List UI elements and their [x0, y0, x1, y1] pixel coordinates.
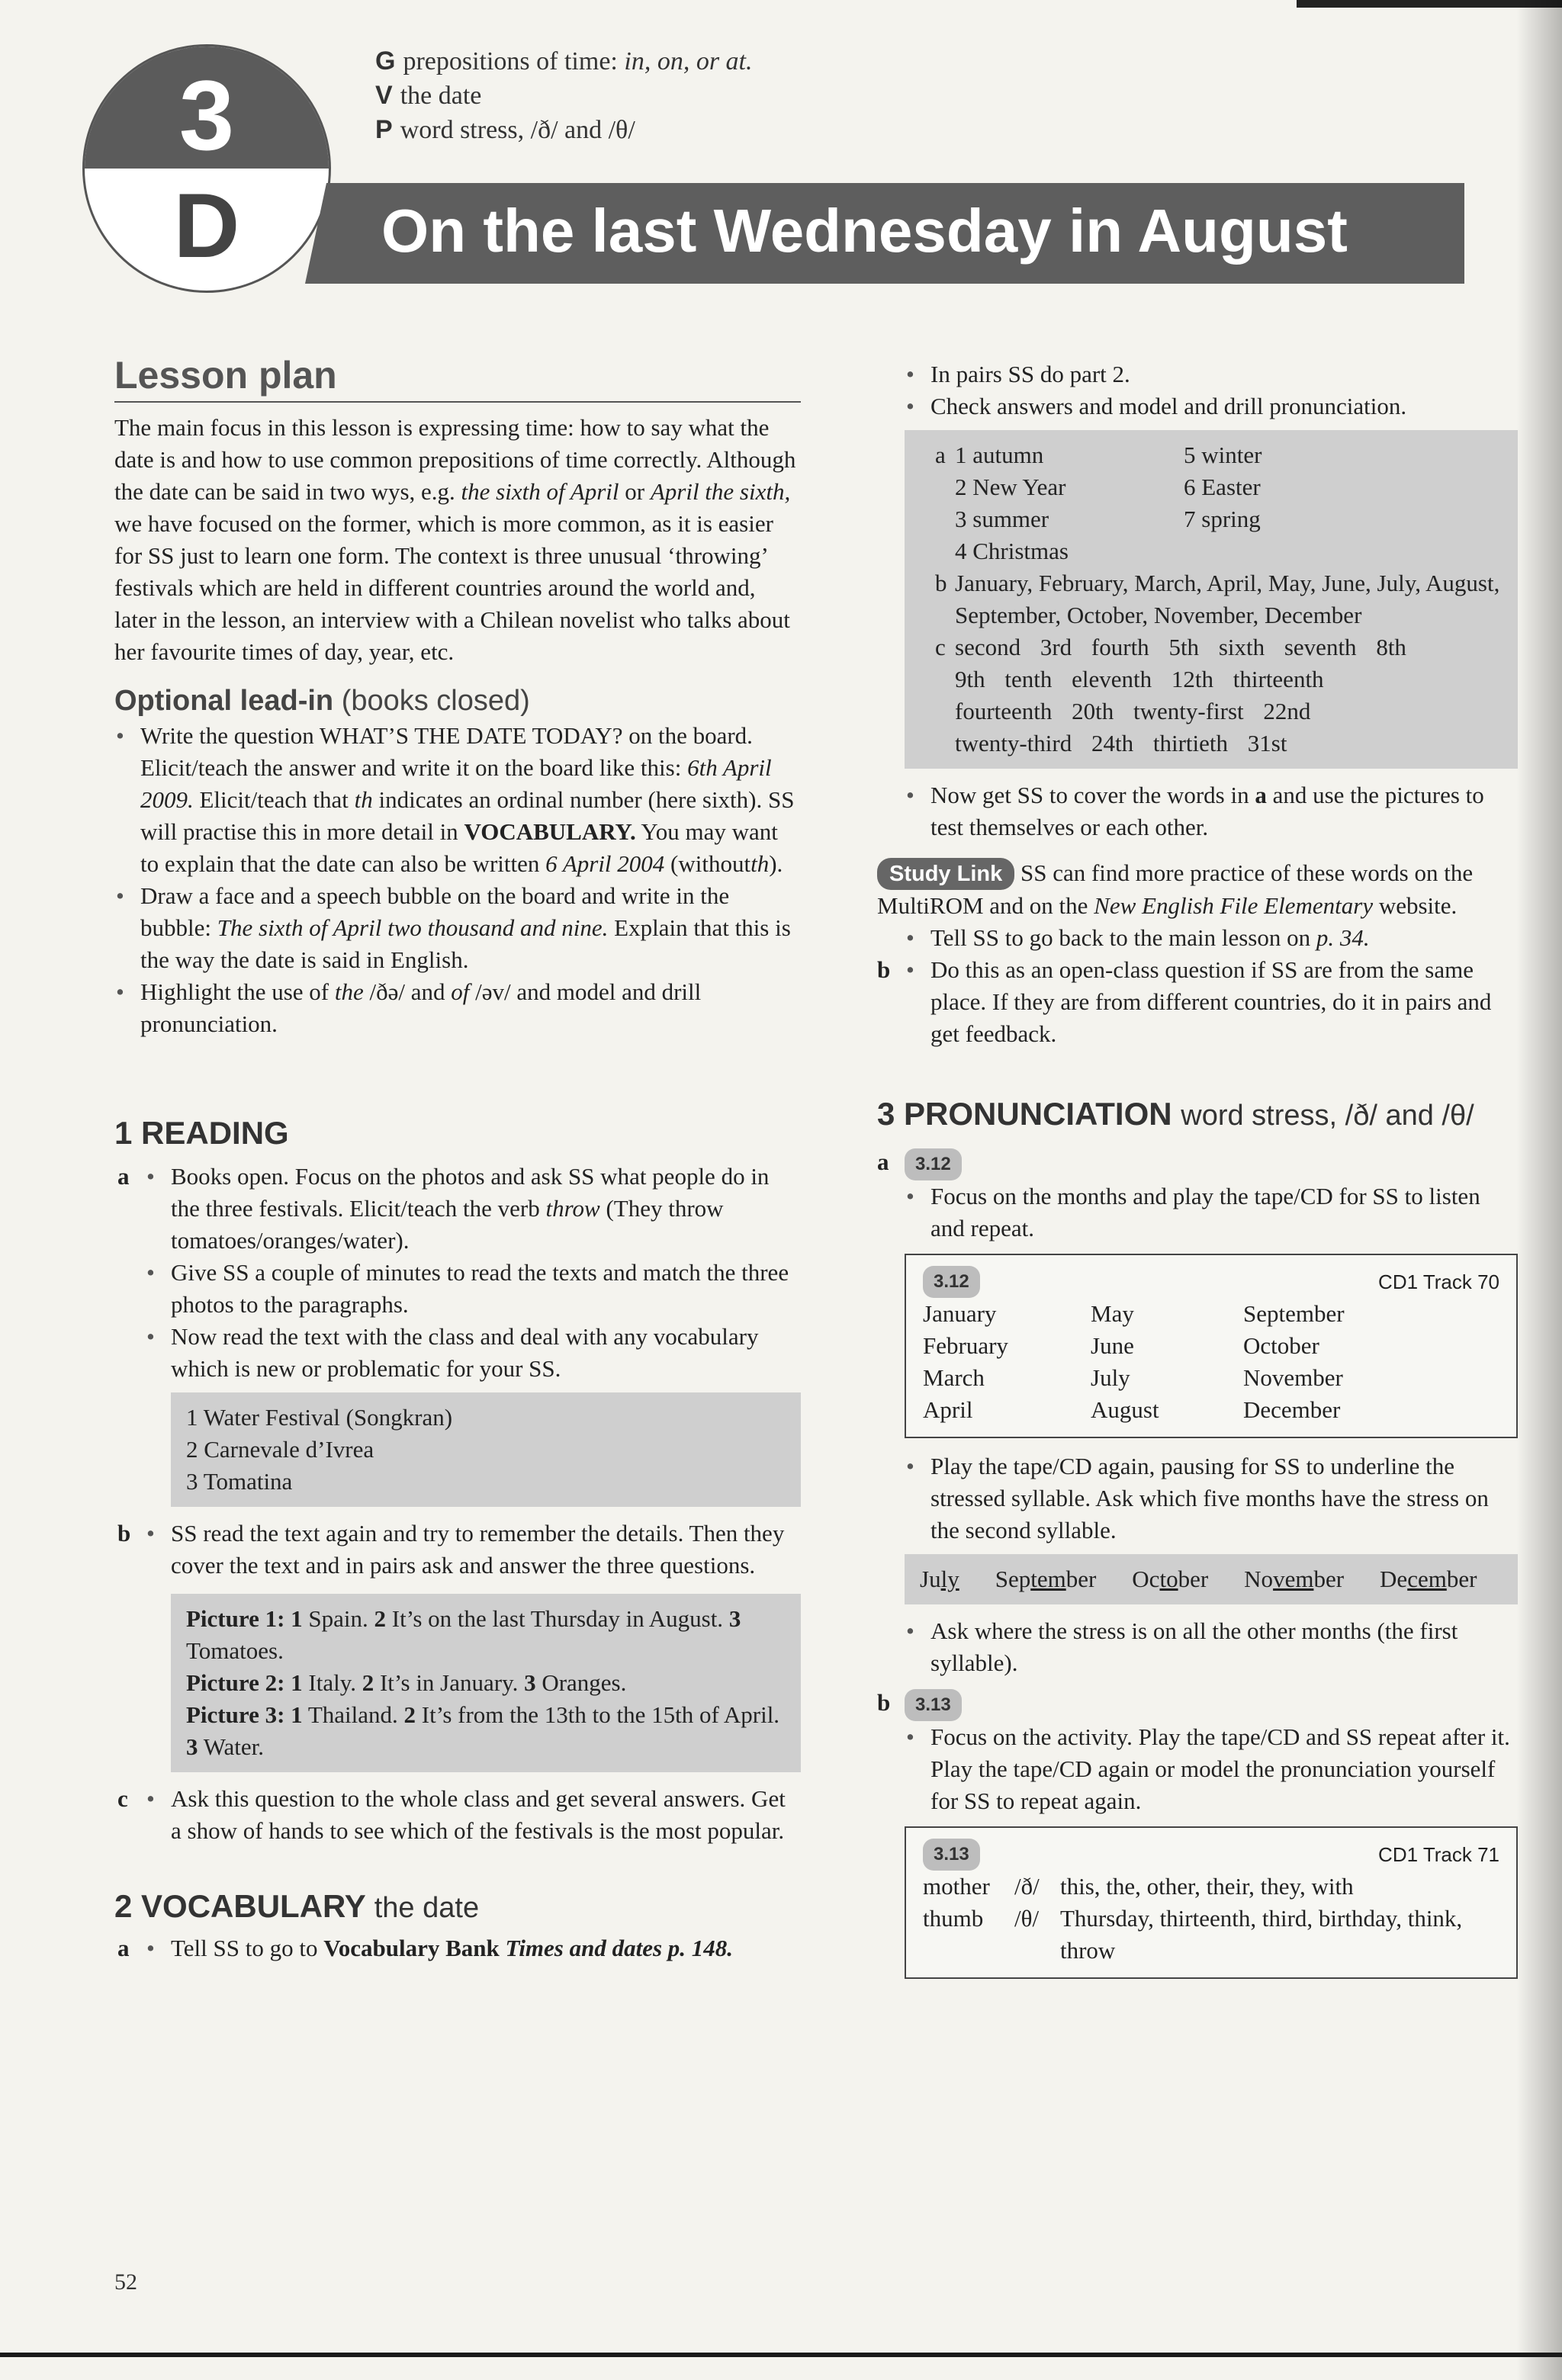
- page-number: 52: [114, 2269, 137, 2295]
- text-run: /əv/ and model and drill pronunciation.: [140, 978, 702, 1037]
- text-run: Picture 3:: [186, 1701, 285, 1728]
- answer-item: sixth: [1218, 634, 1265, 660]
- pronunciation-bullet: • Focus on the activity. Play the tape/CD and SS repeat after it. Play the tape/CD again or model the pronunciation yourself for SS to repeat again.: [905, 1721, 1518, 1817]
- focus-pronunciation: [375, 113, 753, 147]
- text-run: or: [625, 478, 645, 505]
- month-word: June: [1091, 1332, 1134, 1359]
- text-run: Optional lead-in: [114, 685, 334, 717]
- lesson-plan-heading: Lesson plan: [114, 352, 801, 403]
- reading-bullet: • Give SS a couple of minutes to read the texts and match the three photos to the paragraphs.: [145, 1257, 801, 1321]
- focus-grammar: [375, 44, 753, 79]
- answer-item: January, February, March, April, May, June, July, August, September, October, November, December: [955, 570, 1500, 628]
- text-run: Spain.: [308, 1605, 368, 1632]
- answer-item: 22nd: [1263, 698, 1311, 724]
- answer-item: twenty-first: [1133, 698, 1244, 724]
- answer-item: 8th: [1376, 634, 1406, 660]
- lead-in-bullet: [114, 880, 801, 976]
- answer-group-b: [935, 567, 1503, 631]
- answer-line: [186, 1667, 786, 1699]
- unit-letter: D: [173, 175, 240, 277]
- text-run: Elicit/teach that: [199, 786, 349, 813]
- text-run: Tell SS to go to: [171, 1935, 318, 1961]
- answer-box: [171, 1594, 801, 1772]
- answer-label: b: [935, 570, 947, 596]
- stressed-syllable: ly: [940, 1566, 959, 1592]
- text-run: 3 PRONUNCIATION: [877, 1096, 1172, 1132]
- text-run: 2: [403, 1701, 416, 1728]
- answer-item: 12th: [1171, 666, 1214, 692]
- answer-line: [186, 1603, 786, 1667]
- bottom-rule: [0, 2353, 1562, 2357]
- text-run: th: [354, 786, 373, 813]
- text-run: VOCABULARY.: [464, 818, 636, 845]
- page-title: On the last Wednesday in August: [381, 197, 1348, 265]
- answer-item: 20th: [1072, 698, 1114, 724]
- answer-item: tenth: [1004, 666, 1053, 692]
- answer-item: 5th: [1168, 634, 1200, 660]
- text-run: New English File Elementary: [1094, 892, 1374, 919]
- reading-bullet: [145, 1161, 801, 1257]
- answer-line: [955, 663, 1406, 695]
- text-run: Picture 1:: [186, 1605, 285, 1632]
- text-run: 6th April 2009.: [140, 754, 772, 813]
- text-run: (They throw tomatoes/oranges/water).: [171, 1195, 724, 1254]
- month-word: November: [1243, 1364, 1343, 1391]
- vocab-part-b: [877, 954, 1518, 1050]
- answer-item: 3rd: [1040, 634, 1072, 660]
- text-run: The sixth of April two thousand and nine.: [217, 914, 609, 941]
- lead-in-heading: [114, 682, 801, 720]
- reading-part-a: [117, 1161, 801, 1507]
- answer-label: c: [935, 634, 946, 660]
- stress-word: [1380, 1566, 1477, 1592]
- pronunciation-bullet: • Play the tape/CD again, pausing for SS to underline the stressed syllable. Ask which five months have the stress on the second syllable.: [905, 1450, 1518, 1547]
- stressed-syllable: tem: [1030, 1566, 1066, 1592]
- text-run: Books open. Focus on the photos and ask SS what people do in the three festivals. Elicit/teach the verb: [171, 1163, 770, 1222]
- answer-item: 6 Easter: [1184, 474, 1261, 500]
- text-run: Oranges.: [542, 1669, 627, 1696]
- month-word: March: [923, 1364, 985, 1391]
- audio-track-tag[interactable]: 3.12: [905, 1148, 962, 1180]
- pronunciation-heading: [877, 1094, 1518, 1135]
- reading-bullet: • Ask this question to the whole class and get several answers. Get a show of hands to see which of the festivals is the most popular.: [145, 1783, 801, 1847]
- answer-lines: [955, 631, 1406, 760]
- audio-track-tag[interactable]: 3.13: [905, 1689, 962, 1721]
- text-run: Draw a face and a speech bubble on the board and write in the bubble:: [140, 882, 730, 941]
- text-run: The main focus in this lesson is expressing time: how to say what the date is and how to use common prepositions of time correctly. Although the date can be said in two wys, e.g.: [114, 414, 796, 505]
- reading-heading: 1 READING: [114, 1115, 289, 1151]
- part-letter: b: [877, 956, 891, 983]
- text-run: 1: [291, 1669, 303, 1696]
- answer-item: thirtieth: [1152, 730, 1229, 756]
- text-run: 3: [524, 1669, 536, 1696]
- text-run: You may want to explain that the date can also be written: [140, 818, 778, 877]
- lesson-plan-text: [114, 412, 801, 668]
- vocab-bullet: [905, 779, 1518, 843]
- vocabulary-heading: [114, 1887, 801, 1928]
- audioscript-box: [905, 1826, 1518, 1979]
- reading-part-b: [117, 1518, 801, 1772]
- stressed-syllable: cem: [1407, 1566, 1447, 1592]
- month-word: July: [1091, 1364, 1130, 1391]
- text-run: p. 34.: [1316, 924, 1370, 951]
- part-letter: a: [117, 1163, 130, 1190]
- left-column: [114, 352, 801, 1964]
- sounds-grid: [923, 1871, 1499, 1967]
- sound-word: thumb: [923, 1905, 984, 1932]
- answer-item: second: [955, 634, 1021, 660]
- text-run: 2: [362, 1669, 374, 1696]
- sound-symbol: /θ/: [1014, 1905, 1040, 1932]
- cd-track-label: CD1 Track 71: [1378, 1843, 1499, 1866]
- answer-line: 2 Carnevale d’Ivrea: [186, 1436, 374, 1463]
- month-word: May: [1091, 1300, 1134, 1327]
- answer-grid: [955, 439, 1367, 567]
- text-run: the date: [374, 1892, 480, 1924]
- cd-track-label: CD1 Track 70: [1378, 1270, 1499, 1293]
- stress-word: [920, 1566, 959, 1592]
- answer-label: a: [935, 442, 946, 468]
- answer-item: 5 winter: [1184, 442, 1262, 468]
- text-run: Highlight the use of: [140, 978, 329, 1005]
- text-run: 6 April 2004: [545, 850, 665, 877]
- sound-symbol: /ð/: [1014, 1873, 1040, 1900]
- audioscript-box: [905, 1254, 1518, 1438]
- study-link-note: [877, 857, 1518, 922]
- pronunciation-bullet: • Ask where the stress is on all the other months (the first syllable).: [905, 1615, 1518, 1679]
- syllable: Sep: [995, 1566, 1031, 1592]
- text-run: Italy.: [308, 1669, 356, 1696]
- lead-in-bullet: [114, 720, 801, 880]
- month-word: August: [1091, 1396, 1159, 1423]
- vocabulary-part-a: [117, 1932, 801, 1964]
- text-run: Tomatoes.: [186, 1637, 284, 1664]
- text-run: website.: [1378, 892, 1458, 919]
- text-run: April the sixth,: [650, 478, 791, 505]
- unit-badge: [82, 44, 331, 293]
- reading-bullet: • SS read the text again and try to remember the details. Then they cover the text and in pairs ask and answer the three questions.: [145, 1518, 801, 1582]
- stressed-syllable: vem: [1273, 1566, 1314, 1592]
- stressed-syllable: to: [1159, 1566, 1178, 1592]
- focus-text: prepositions of time:: [403, 47, 625, 75]
- lead-in-bullet: [114, 976, 801, 1040]
- answer-item: eleventh: [1072, 666, 1152, 692]
- part-letter: a: [117, 1935, 130, 1961]
- syllable: ber: [1178, 1566, 1209, 1592]
- syllable: Ju: [920, 1566, 941, 1592]
- part-letter: b: [117, 1520, 131, 1547]
- reading-bullet: • Now read the text with the class and deal with any vocabulary which is new or problematic for your SS.: [145, 1321, 801, 1385]
- month-word: October: [1243, 1332, 1319, 1359]
- stress-answer-box: [905, 1554, 1518, 1604]
- text-run: 2 VOCABULARY: [114, 1888, 366, 1924]
- answer-item: 2 New Year: [955, 474, 1066, 500]
- answer-item: fourteenth: [955, 698, 1053, 724]
- answer-box: [171, 1392, 801, 1507]
- pronunciation-bullet: • Focus on the months and play the tape/CD for SS to listen and repeat.: [905, 1180, 1518, 1245]
- vocabulary-bullet: [145, 1932, 801, 1964]
- answer-item: 4 Christmas: [955, 538, 1069, 564]
- focus-label: V: [375, 81, 393, 110]
- text-run: Times and dates p. 148.: [505, 1935, 734, 1961]
- month-word: December: [1243, 1396, 1341, 1423]
- sound-word-list: Thursday, thirteenth, third, birthday, think, throw: [1060, 1905, 1463, 1964]
- answer-line: 1 Water Festival (Songkran): [186, 1404, 453, 1431]
- page-gutter-shadow: [1516, 0, 1562, 2380]
- text-run: (without: [670, 850, 751, 877]
- focus-label: G: [375, 47, 396, 75]
- focus-label: P: [375, 115, 393, 144]
- answer-group-c: [935, 631, 1503, 760]
- focus-text: the date: [400, 82, 482, 110]
- text-run: the sixth of April: [461, 478, 619, 505]
- answer-item: seventh: [1284, 634, 1357, 660]
- text-run: Water.: [203, 1733, 264, 1760]
- text-run: Vocabulary Bank: [323, 1935, 500, 1961]
- answer-line: [955, 727, 1406, 760]
- answer-item: fourth: [1091, 634, 1149, 660]
- text-run: It’s in January.: [379, 1669, 519, 1696]
- text-run: a: [1255, 782, 1267, 808]
- answer-line: [955, 631, 1406, 663]
- stress-word: [1244, 1566, 1344, 1592]
- text-run: throw: [545, 1195, 600, 1222]
- text-run: It’s from the 13th to the 15th of April.: [421, 1701, 780, 1728]
- text-run: It’s on the last Thursday in August.: [391, 1605, 724, 1632]
- focus-italic: in, on, or at.: [624, 47, 753, 75]
- answer-item: 3 summer: [955, 506, 1049, 532]
- part-letter: a: [877, 1148, 889, 1175]
- focus-text: word stress, /ð/ and /θ/: [400, 116, 635, 144]
- pronunciation-part-b: [877, 1687, 1518, 1979]
- audioscript-header: [923, 1839, 1499, 1871]
- answer-line: [955, 695, 1406, 727]
- text-run: th: [750, 850, 770, 877]
- vocab-bullet: • In pairs SS do part 2.: [905, 358, 1518, 390]
- vocab-bullet: • Check answers and model and drill pronunciation.: [905, 390, 1518, 422]
- syllable: ber: [1446, 1566, 1477, 1592]
- text-run: ).: [769, 850, 783, 877]
- month-word: April: [923, 1396, 973, 1423]
- text-run: Tell SS to go back to the main lesson on: [930, 924, 1311, 951]
- audioscript-header: [923, 1266, 1499, 1298]
- text-run: word stress, /ð/ and /θ/: [1181, 1100, 1474, 1132]
- answer-line: [186, 1699, 786, 1763]
- text-run: 3: [186, 1733, 198, 1760]
- part-letter: b: [877, 1689, 891, 1716]
- answer-group-a: [935, 439, 1503, 567]
- text-run: Now get SS to cover the words in: [930, 782, 1249, 808]
- sound-word-list: this, the, other, their, they, with: [1060, 1873, 1354, 1900]
- syllable: Oc: [1132, 1566, 1160, 1592]
- study-link-badge: Study Link: [877, 858, 1014, 890]
- answer-item: 7 spring: [1184, 506, 1261, 532]
- syllable: ber: [1313, 1566, 1345, 1592]
- text-run: /ðə/ and: [369, 978, 445, 1005]
- vocab-bullet: [905, 922, 1518, 954]
- text-run: and use the pictures to test themselves or each other.: [930, 782, 1484, 840]
- months-grid: [923, 1298, 1499, 1426]
- vocab-bullet: • Do this as an open-class question if SS are from the same place. If they are from different countries, do it in pairs and get feedback.: [905, 954, 1518, 1050]
- part-letter: c: [117, 1785, 128, 1812]
- reading-part-c: [117, 1783, 801, 1847]
- text-run: Explain that this is the way the date is said in English.: [140, 914, 791, 973]
- text-run: we have focused on the former, which is more common, as it is easier for SS just to learn one form. The context is three unusual ‘throwing’ festivals which are held in different countries around the world and, later in the lesson, an interview with a Chilean novelist who talks about her favourite times of day, year, etc.: [114, 510, 790, 665]
- syllable: De: [1380, 1566, 1408, 1592]
- month-word: January: [923, 1300, 997, 1327]
- text-run: the: [334, 978, 364, 1005]
- text-run: Picture 2:: [186, 1669, 285, 1696]
- syllable: ber: [1065, 1566, 1097, 1592]
- answer-item: twenty-third: [955, 730, 1072, 756]
- text-run: 1: [291, 1701, 303, 1728]
- sound-word: mother: [923, 1873, 990, 1900]
- text-run: (books closed): [341, 685, 530, 717]
- right-column: [877, 358, 1518, 1991]
- month-word: September: [1243, 1300, 1345, 1327]
- syllable: No: [1244, 1566, 1274, 1592]
- answer-item: 9th: [955, 666, 985, 692]
- stress-word: [1132, 1566, 1208, 1592]
- text-run: 3: [728, 1605, 741, 1632]
- answer-item: 1 autumn: [955, 442, 1044, 468]
- text-run: 2: [374, 1605, 387, 1632]
- unit-number: 3: [178, 59, 235, 171]
- focus-vocabulary: [375, 79, 753, 113]
- text-run: Write the question WHAT’S THE DATE TODAY? on the board. Elicit/teach the answer and write it on the board like this:: [140, 722, 753, 781]
- pronunciation-part-a: [877, 1146, 1518, 1679]
- month-word: February: [923, 1332, 1008, 1359]
- answer-item: thirteenth: [1233, 666, 1324, 692]
- answer-item: 31st: [1247, 730, 1287, 756]
- answer-box: [905, 430, 1518, 769]
- text-run: of: [451, 978, 470, 1005]
- audio-track-tag[interactable]: 3.12: [923, 1266, 980, 1298]
- answer-line: 3 Tomatina: [186, 1468, 293, 1495]
- text-run: indicates an ordinal number (here sixth). SS will practise this in more detail in: [140, 786, 795, 845]
- lesson-focus-list: [375, 44, 753, 147]
- answer-item: [1184, 535, 1367, 567]
- stress-word: [995, 1566, 1097, 1592]
- audio-track-tag[interactable]: 3.13: [923, 1839, 980, 1871]
- text-run: SS can find more practice of these words on the MultiROM and on the: [877, 859, 1474, 919]
- answer-item: 24th: [1091, 730, 1134, 756]
- text-run: Thailand.: [307, 1701, 398, 1728]
- text-run: 1: [291, 1605, 303, 1632]
